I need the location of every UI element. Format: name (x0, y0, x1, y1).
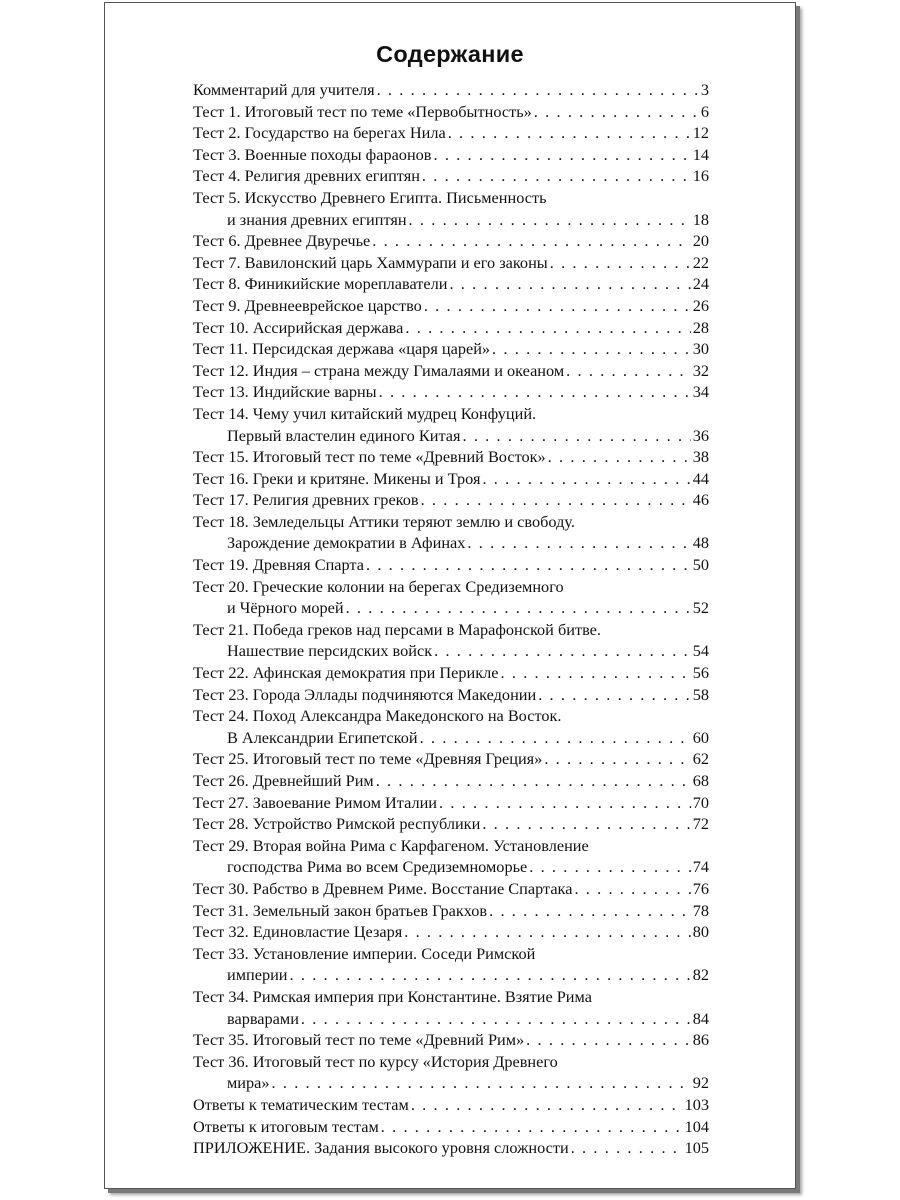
dot-leader (405, 317, 690, 339)
toc-entry (193, 489, 709, 511)
toc-page-number: 16 (692, 166, 709, 186)
toc-entry-continuation (193, 532, 709, 554)
toc-entry (193, 381, 709, 403)
toc-entry-title: господства Рима во всем Средиземноморье (227, 857, 528, 877)
toc-entry-continuation (193, 597, 709, 619)
toc-entry-title: и знания древних египтян (227, 209, 407, 229)
toc-entry (193, 187, 709, 209)
toc-entry-title: Тест 36. Итоговый тест по курсу «История Древнего (193, 1051, 558, 1071)
toc-entry (193, 1137, 709, 1159)
dot-leader (548, 446, 691, 468)
toc-entry-title: Тест 10. Ассирийская держава (193, 317, 404, 337)
toc-entry-continuation (193, 856, 709, 878)
toc-entry-title: мира» (227, 1073, 270, 1093)
toc-entry (193, 705, 709, 727)
toc-entry (193, 576, 709, 598)
dot-leader (381, 1116, 683, 1138)
toc-entry-title: Ответы к итоговым тестам (193, 1116, 379, 1136)
toc-entry-title: В Александрии Египетской (227, 727, 418, 747)
toc-entry-title: Тест 4. Религия древних египтян (193, 166, 420, 186)
toc-entry (193, 446, 709, 468)
toc-entry (193, 770, 709, 792)
dot-leader (534, 101, 699, 123)
toc-entry (193, 122, 709, 144)
toc-entry (193, 986, 709, 1008)
toc-entry (193, 662, 709, 684)
toc-entry (193, 748, 709, 770)
toc-page-number: 58 (692, 684, 709, 704)
dot-leader (424, 295, 691, 317)
dot-leader (482, 813, 690, 835)
document-page (104, 2, 796, 1189)
dot-leader (449, 273, 690, 295)
dot-leader (372, 230, 690, 252)
toc-entry-title: империи (227, 965, 288, 985)
toc-entry (193, 230, 709, 252)
dot-leader (376, 770, 691, 792)
toc-entry-title: Тест 2. Государство на берегах Нила (193, 123, 446, 143)
dot-leader (272, 1072, 691, 1094)
toc-entry-title: Тест 34. Римская империя при Константине. Взятие Рима (193, 986, 592, 1006)
toc-page-number: 104 (684, 1116, 709, 1136)
dot-leader (574, 878, 690, 900)
dot-leader (463, 425, 691, 447)
toc-entry (193, 1051, 709, 1073)
toc-entry (193, 360, 709, 382)
toc-entry (193, 338, 709, 360)
toc-page-number: 70 (692, 792, 709, 812)
toc-entry-title: Тест 17. Религия древних греков (193, 490, 419, 510)
dot-leader (422, 165, 691, 187)
dot-leader (421, 489, 691, 511)
toc-page-number: 28 (692, 317, 709, 337)
toc-page-number: 30 (692, 339, 709, 359)
dot-leader (290, 964, 691, 986)
toc-entry (193, 554, 709, 576)
toc-entry-title: Тест 23. Города Эллады подчиняются Македонии (193, 684, 537, 704)
toc-page-number: 54 (692, 641, 709, 661)
toc-entry-continuation (193, 1072, 709, 1094)
toc-entry (193, 943, 709, 965)
toc-entry-title: Ответы к тематическим тестам (193, 1094, 409, 1114)
toc-entry (193, 252, 709, 274)
toc-entry (193, 813, 709, 835)
toc-page-number: 12 (692, 123, 709, 143)
toc-entry-title: Тест 27. Завоевание Римом Италии (193, 792, 438, 812)
toc-entry (193, 1094, 709, 1116)
toc-page-number: 34 (692, 382, 709, 402)
toc-entry-title: Тест 7. Вавилонский царь Хаммурапи и его законы (193, 252, 548, 272)
toc-entry (193, 101, 709, 123)
toc-entry-title: варварами (227, 1008, 299, 1028)
dot-leader (411, 1094, 683, 1116)
toc-page-number: 20 (692, 231, 709, 251)
toc-entry-title: Тест 15. Итоговый тест по теме «Древний Восток» (193, 447, 546, 467)
toc-page-number: 26 (692, 295, 709, 315)
toc-entry-continuation (193, 209, 709, 231)
dot-leader (482, 468, 690, 490)
dot-leader (346, 597, 691, 619)
toc-entry (193, 619, 709, 641)
toc-page-number: 38 (692, 447, 709, 467)
toc-entry-title: Тест 33. Установление империи. Соседи Римской (193, 943, 536, 963)
toc-page-number: 84 (692, 1008, 709, 1028)
toc-entry-title: и Чёрного морей (227, 598, 344, 618)
toc-entry-title: Тест 32. Единовластие Цезаря (193, 922, 403, 942)
toc-page-number: 74 (692, 857, 709, 877)
toc-page-number: 22 (692, 252, 709, 272)
toc-entry-continuation (193, 640, 709, 662)
toc-entry (193, 403, 709, 425)
dot-leader (404, 921, 690, 943)
dot-leader (434, 640, 691, 662)
dot-leader (571, 1137, 683, 1159)
page-title: Содержание (376, 41, 524, 67)
toc-page-number: 24 (692, 274, 709, 294)
toc-entry-title: Тест 18. Земледельцы Аттики теряют землю и свободу. (193, 511, 575, 531)
toc-entry-continuation (193, 964, 709, 986)
toc-entry-title: Тест 12. Индия – страна между Гималаями и океаном (193, 360, 565, 380)
toc-entry (193, 792, 709, 814)
dot-leader (377, 79, 699, 101)
toc-entry (193, 684, 709, 706)
toc-entry-title: Тест 11. Персидская держава «царя царей» (193, 339, 491, 359)
toc-page-number: 105 (684, 1138, 709, 1158)
dot-leader (489, 900, 691, 922)
toc-entry-title: Тест 35. Итоговый тест по теме «Древний Рим» (193, 1030, 525, 1050)
toc-page-number: 44 (692, 468, 709, 488)
toc-entry (193, 1029, 709, 1051)
toc-page-number: 80 (692, 922, 709, 942)
dot-leader (501, 662, 691, 684)
toc-page-number: 82 (692, 965, 709, 985)
toc-entry-title: Зарождение демократии в Афинах (227, 533, 466, 553)
toc-page-number: 46 (692, 490, 709, 510)
toc-entry-title: Тест 9. Древнееврейское царство (193, 295, 422, 315)
toc-entry-title: Нашествие персидских войск (227, 641, 433, 661)
toc-entry-title: Тест 5. Искусство Древнего Египта. Письменность (193, 187, 547, 207)
toc-entry-title: Тест 26. Древнейший Рим (193, 771, 374, 790)
toc-page-number: 6 (700, 101, 709, 121)
toc-page-number: 76 (692, 878, 709, 898)
toc-entry (193, 921, 709, 943)
toc-page-number: 62 (692, 749, 709, 769)
toc-entry (193, 900, 709, 922)
toc-entry (193, 317, 709, 339)
dot-leader (301, 1008, 691, 1030)
toc-entry-continuation (193, 727, 709, 749)
table-of-contents (193, 79, 709, 1159)
toc-entry-title: Тест 22. Афинская демократия при Перикле (193, 663, 499, 683)
dot-leader (544, 748, 690, 770)
dot-leader (529, 856, 690, 878)
toc-entry-title: Тест 13. Индийские варны (193, 382, 377, 402)
dot-leader (379, 381, 691, 403)
toc-entry (193, 273, 709, 295)
toc-entry-continuation (193, 425, 709, 447)
toc-entry-continuation (193, 1008, 709, 1030)
dot-leader (492, 338, 691, 360)
toc-entry (193, 878, 709, 900)
toc-entry (193, 1116, 709, 1138)
toc-entry (193, 165, 709, 187)
toc-entry (193, 468, 709, 490)
toc-entry-title: Тест 28. Устройство Римской республики (193, 814, 481, 834)
toc-entry (193, 295, 709, 317)
toc-entry (193, 144, 709, 166)
toc-entry-title: Тест 14. Чему учил китайский мудрец Конфуций. (193, 403, 537, 423)
toc-entry (193, 835, 709, 857)
dot-leader (538, 684, 691, 706)
toc-page-number: 18 (692, 209, 709, 229)
toc-entry-title: Тест 6. Древнее Двуречье (193, 231, 371, 251)
dot-leader (566, 360, 691, 382)
toc-entry (193, 511, 709, 533)
toc-page-number: 60 (692, 727, 709, 747)
dot-leader (420, 727, 691, 749)
toc-entry-title: Тест 25. Итоговый тест по теме «Древняя Греция» (193, 749, 543, 769)
toc-entry-title: Первый властелин единого Китая (227, 425, 461, 445)
toc-entry-title: Тест 24. Поход Александра Македонского на Восток. (193, 706, 562, 726)
dot-leader (550, 252, 691, 274)
toc-page-number: 48 (692, 533, 709, 553)
toc-page-number: 52 (692, 598, 709, 618)
toc-page-number: 14 (692, 144, 709, 164)
dot-leader (439, 792, 691, 814)
toc-entry-title: Тест 21. Победа греков над персами в Марафонской битве. (193, 619, 601, 639)
toc-page-number: 103 (684, 1094, 709, 1114)
toc-entry-title: ПРИЛОЖЕНИЕ. Задания высокого уровня сложности (193, 1138, 569, 1158)
toc-entry-title: Тест 1. Итоговый тест по теме «Первобытность» (193, 101, 532, 121)
toc-entry-title: Тест 16. Греки и критяне. Микены и Троя (193, 468, 481, 488)
toc-entry-title: Тест 8. Финикийские мореплаватели (193, 274, 448, 294)
toc-entry-title: Тест 30. Рабство в Древнем Риме. Восстание Спартака (193, 878, 573, 898)
toc-page-number: 78 (692, 900, 709, 920)
toc-page-number: 32 (692, 360, 709, 380)
toc-entry-title: Тест 19. Древняя Спарта (193, 555, 364, 575)
dot-leader (448, 122, 691, 144)
dot-leader (409, 209, 691, 231)
toc-page-number: 72 (692, 814, 709, 834)
toc-entry-title: Тест 20. Греческие колонии на берегах Средиземного (193, 576, 564, 596)
toc-page-number: 3 (700, 80, 709, 99)
dot-leader (366, 554, 691, 576)
toc-page-number: 56 (692, 663, 709, 683)
toc-page-number: 50 (692, 555, 709, 575)
toc-entry-title: Тест 31. Земельный закон братьев Гракхов (193, 900, 488, 920)
dot-leader (467, 532, 690, 554)
dot-leader (434, 144, 691, 166)
toc-page-number: 68 (692, 771, 709, 790)
dot-leader (526, 1029, 691, 1051)
toc-entry-title: Тест 3. Военные походы фараонов (193, 144, 432, 164)
toc-page-number: 92 (692, 1073, 709, 1093)
toc-entry-title: Комментарий для учителя (193, 80, 375, 99)
toc-page-number: 86 (692, 1030, 709, 1050)
toc-page-number: 36 (692, 425, 709, 445)
toc-entry (193, 79, 709, 101)
toc-entry-title: Тест 29. Вторая война Рима с Карфагеном. Установление (193, 835, 589, 855)
